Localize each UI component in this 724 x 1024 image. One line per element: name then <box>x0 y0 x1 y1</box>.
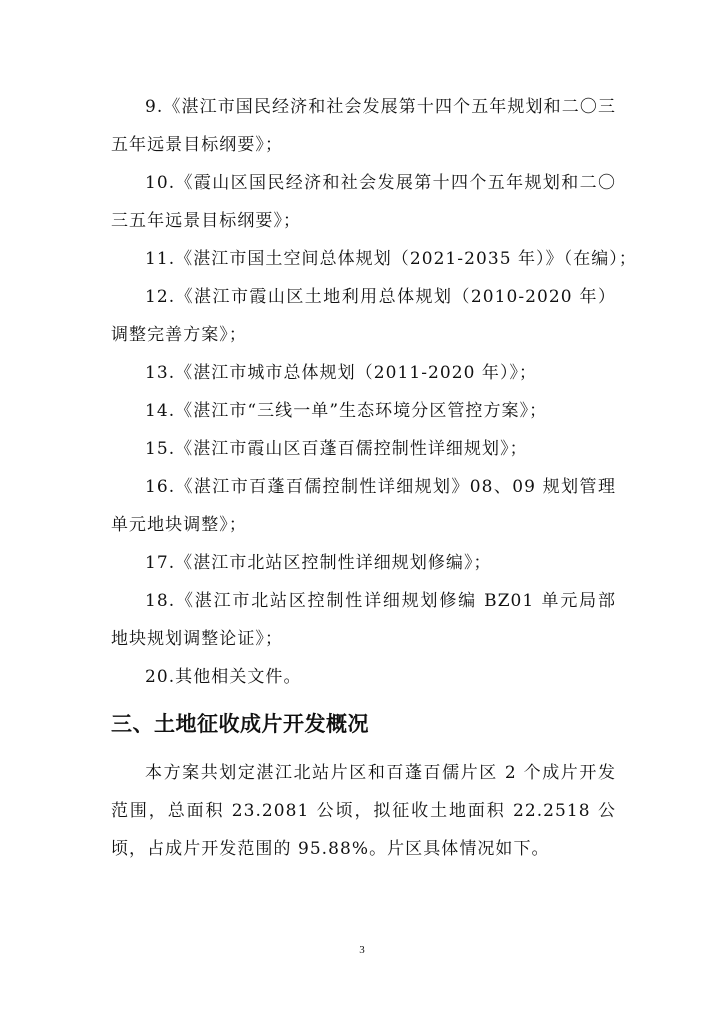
reference-item-10: 10.《霞山区国民经济和社会发展第十四个五年规划和二〇三五年远景目标纲要》； <box>111 173 616 231</box>
reference-item-18: 18.《湛江市北站区控制性详细规划修编 BZ01 单元局部地块规划调整论证》； <box>111 591 616 649</box>
reference-item-11: 11.《湛江市国土空间总体规划（2021-2035 年）》（在编）； <box>145 249 637 269</box>
page-number: 3 <box>359 944 365 956</box>
reference-item-15: 15.《湛江市霞山区百蓬百儒控制性详细规划》； <box>145 439 528 459</box>
reference-item-12: 12.《湛江市霞山区土地利用总体规划（2010-2020 年）调整完善方案》； <box>111 287 616 345</box>
reference-item-16: 16.《湛江市百蓬百儒控制性详细规划》08、09 规划管理单元地块调整》； <box>111 477 616 535</box>
reference-item-20: 20.其他相关文件。 <box>145 667 302 687</box>
reference-item-14: 14.《湛江市“三线一单”生态环境分区管控方案》； <box>145 401 548 421</box>
section-heading: 三、土地征收成片开发概况 <box>111 712 369 736</box>
reference-item-13: 13.《湛江市城市总体规划（2011-2020 年）》； <box>145 363 538 383</box>
reference-item-17: 17.《湛江市北站区控制性详细规划修编》； <box>145 553 492 573</box>
section-body-paragraph: 本方案共划定湛江北站片区和百蓬百儒片区 2 个成片开发范围，总面积 23.2081 公顷，拟征收土地面积 22.2518 公顷，占成片开发范围的 95.88%。片区具体情况如下。 <box>111 763 616 859</box>
reference-item-9: 9.《湛江市国民经济和社会发展第十四个五年规划和二〇三五年远景目标纲要》； <box>111 97 616 155</box>
